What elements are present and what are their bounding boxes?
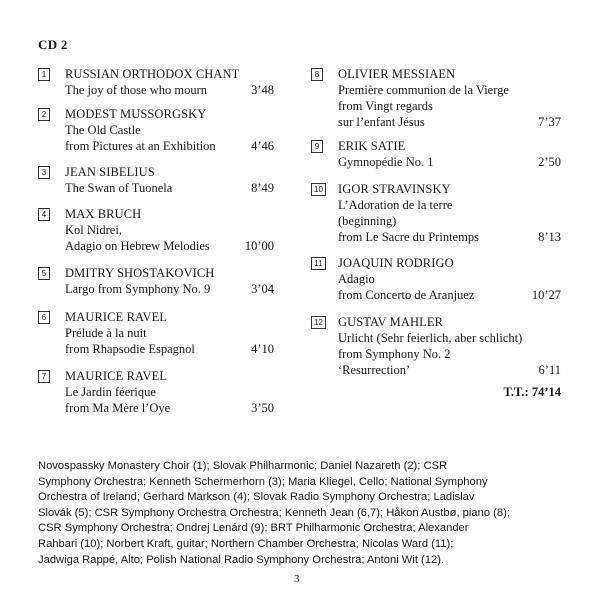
track-work-line [65, 384, 274, 400]
track-number-box: 9 [311, 140, 323, 153]
track-work-text: Première communion de la Vierge [338, 83, 509, 97]
performer-credits [38, 459, 568, 568]
track-number-box: 2 [38, 108, 50, 121]
track-entry [38, 206, 274, 254]
track-number-box: 7 [38, 370, 50, 383]
track-work-line [338, 330, 561, 346]
track-number-box: 1 [38, 68, 50, 81]
credits-line: Orchestra of Ireland; Gerhard Markson (4); Slovak Radio Symphony Orchestra; Ladislav [38, 491, 475, 504]
track-work-text: from Le Sacre du Printemps [338, 230, 479, 244]
track-composer: DMITRY SHOSTAKOVICH [65, 266, 215, 280]
track-work-line [65, 325, 274, 341]
track-work-text: from Ma Mère l’Oye [65, 401, 171, 415]
total-time: T.T.: 74’14 [503, 385, 561, 399]
track-work-line [65, 238, 274, 254]
track-entry [38, 106, 274, 154]
track-composer: GUSTAV MAHLER [338, 315, 444, 329]
track-composer: JEAN SIBELIUS [65, 165, 155, 179]
credits-line: Symphony Orchestra; Kenneth Schermerhorn (3); Maria Kliegel, Cello; National Symphony [38, 475, 488, 488]
track-duration: 3’04 [251, 282, 274, 296]
track-number-box: 4 [38, 208, 50, 221]
track-work-text: (beginning) [338, 214, 397, 228]
track-work-line [338, 362, 561, 378]
track-work-text: Largo from Symphony No. 9 [65, 282, 211, 296]
track-work-text: from Vingt regards [338, 99, 433, 113]
track-duration: 7’37 [538, 115, 561, 129]
track-composer: MAURICE RAVEL [65, 310, 168, 324]
track-work-text: Prélude à la nuit [65, 326, 147, 340]
track-entry [38, 309, 274, 357]
track-duration: 6’11 [538, 363, 561, 377]
track-work-text: Kol Nidrei, [65, 223, 122, 237]
track-entry [38, 164, 274, 196]
track-duration: 8’13 [538, 230, 561, 244]
track-work-line [65, 122, 274, 138]
track-work-text: Gymnopédie No. 1 [338, 155, 434, 169]
credits-line: Rahbari (10); Norbert Kraft, guitar; Northern Chamber Orchestra; Nicolas Ward (11); [38, 537, 454, 550]
track-duration: 4’10 [251, 342, 274, 356]
credits-line: Novospassky Monastery Choir (1); Slovak Philharmonic; Daniel Nazareth (2); CSR [38, 460, 448, 472]
track-work-line [338, 229, 561, 245]
track-number-box: 12 [311, 316, 326, 329]
track-work-text: sur l’enfant Jésus [338, 115, 425, 129]
track-work-text: Le Jardin féerique [65, 385, 156, 399]
track-entry [311, 314, 561, 378]
track-entry [311, 66, 561, 130]
track-work-text: from Symphony No. 2 [338, 347, 451, 361]
track-entry [311, 255, 561, 303]
credits-line: CSR Symphony Orchestra; Ondrej Lenárd (9); BRT Philharmonic Orchestra; Alexander [38, 522, 469, 535]
track-number-box: 10 [311, 183, 326, 196]
track-duration: 8’49 [251, 181, 274, 195]
track-duration: 2’50 [538, 155, 561, 169]
track-work-line [338, 114, 561, 130]
track-work-line [65, 82, 274, 98]
track-composer: RUSSIAN ORTHODOX CHANT [65, 67, 240, 81]
track-work-line [338, 197, 561, 213]
track-work-line [65, 180, 274, 196]
track-duration: 3’50 [251, 401, 274, 415]
track-duration: 10’27 [531, 288, 561, 302]
track-composer: MODEST MUSSORGSKY [65, 107, 207, 121]
track-work-text: from Pictures at an Exhibition [65, 139, 216, 153]
track-entry [311, 138, 561, 170]
tracklist-right-column [311, 66, 561, 400]
track-composer: OLIVIER MESSIAEN [338, 67, 456, 81]
page-number: 3 [294, 573, 300, 585]
credits-line: Slovák (5); CSR Symphony Orchestra Orchestra; Kenneth Jean (6,7); Håkon Austbø, piano (8); [38, 506, 510, 519]
track-work-line [338, 346, 561, 362]
track-number-box: 6 [38, 311, 50, 324]
track-entry [38, 368, 274, 416]
track-work-text: Adagio [338, 272, 375, 286]
track-work-line [338, 82, 561, 98]
track-composer: IGOR STRAVINSKY [338, 182, 451, 196]
cd-title: CD 2 [38, 37, 68, 52]
track-duration: 10’00 [244, 239, 274, 253]
track-work-line [338, 213, 561, 229]
track-composer: MAURICE RAVEL [65, 369, 168, 383]
track-work-text: Adagio on Hebrew Melodies [65, 239, 210, 253]
track-composer: ERIK SATIE [338, 139, 406, 153]
track-work-line [338, 154, 561, 170]
track-entry [38, 66, 274, 98]
track-composer: JOAQUIN RODRIGO [338, 256, 454, 270]
track-number-box: 8 [311, 68, 323, 81]
track-work-text: ‘Resurrection’ [338, 363, 411, 377]
track-work-line [65, 138, 274, 154]
track-work-line [65, 222, 274, 238]
track-composer: MAX BRUCH [65, 207, 142, 221]
track-work-line [65, 341, 274, 357]
track-work-text: The joy of those who mourn [65, 83, 207, 97]
tracklist-left-column [38, 66, 274, 416]
track-work-line [338, 271, 561, 287]
track-work-line [65, 281, 274, 297]
track-number-box: 3 [38, 166, 50, 179]
track-duration: 4’46 [251, 139, 274, 153]
track-work-text: from Rhapsodie Espagnol [65, 342, 195, 356]
track-entry [38, 265, 274, 297]
track-work-line [338, 98, 561, 114]
track-work-text: The Old Castle [65, 123, 141, 137]
track-work-line [338, 287, 561, 303]
track-work-text: L’Adoration de la terre [338, 198, 453, 212]
track-number-box: 11 [311, 257, 326, 270]
track-work-text: from Concerto de Aranjuez [338, 288, 475, 302]
track-work-text: The Swan of Tuonela [65, 181, 173, 195]
track-work-line [65, 400, 274, 416]
track-work-text: Urlicht (Sehr feierlich, aber schlicht) [338, 331, 523, 345]
credits-line: Jadwiga Rappé, Alto; Polish National Radio Symphony Orchestra; Antoni Wit (12). [38, 553, 445, 566]
track-duration: 3’48 [251, 83, 274, 97]
track-number-box: 5 [38, 267, 50, 280]
track-entry [311, 181, 561, 245]
